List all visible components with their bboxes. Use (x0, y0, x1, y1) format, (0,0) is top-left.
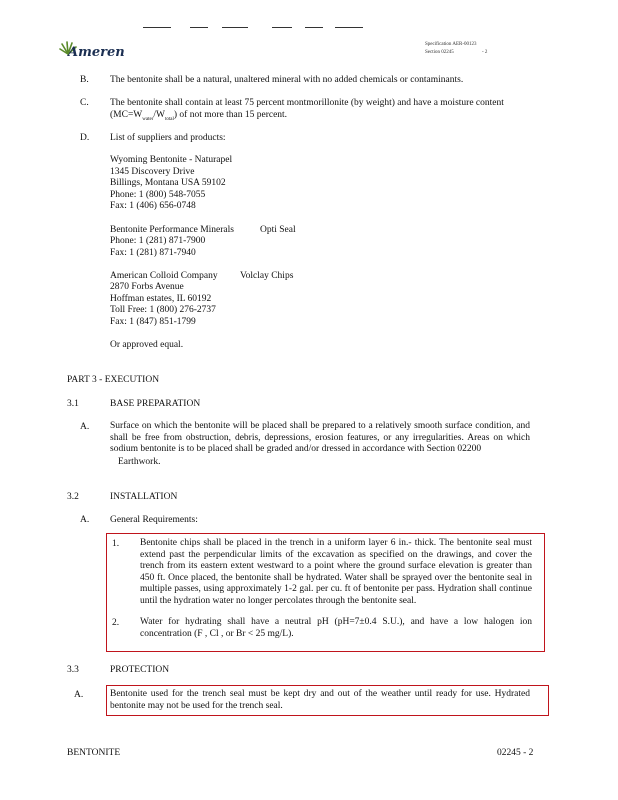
logo-text: Ameren (68, 45, 125, 60)
spec-number: Specification AER-00123 (425, 42, 477, 47)
section-number-3-1: 3.1 (67, 399, 79, 409)
header-rule (335, 27, 363, 28)
header-rule (143, 27, 171, 28)
header-rule (305, 27, 323, 28)
section-title-3-1: BASE PREPARATION (110, 399, 201, 409)
supplier-bpm: Phone: 1 (281) 871-7900 Fax: 1 (281) 871-7940 (110, 236, 206, 258)
header-rule (272, 27, 292, 28)
item-label-d: D. (80, 133, 90, 143)
supplier-colloid: 2870 Forbs Avenue Hoffman estates, IL 60192 Toll Free: 1 (800) 276-2737 Fax: 1 (847) 851-1799 (110, 282, 216, 327)
item-label-b: B. (80, 75, 89, 85)
supplier-colloid-name: American Colloid Company (110, 271, 218, 281)
item-label-3-1-a: A. (80, 422, 90, 432)
item-label-3-2-a: A. (80, 515, 90, 525)
supplier-bpm-name: Bentonite Performance Minerals (110, 225, 234, 235)
general-requirements: General Requirements: (110, 515, 198, 525)
base-preparation-text: Surface on which the bentonite will be placed shall be prepared to a relatively smooth surface condition, and shall be free from obstruction, debris, depressions, erosion features, or any irregularities. Areas on which sodium bentonite is to be placed shall be graded and/or dressed in accordance with Section 02200 (110, 421, 530, 455)
installation-item-2: Water for hydrating shall have a neutral pH (pH=7±0.4 S.U.), and have a low halogen ion concentration (F , Cl , or Br < 25 mg/L). (140, 617, 532, 639)
item-text-c: The bentonite shall contain at least 75 percent montmorillonite (by weight) and have a moisture content (110, 98, 504, 108)
approved-equal: Or approved equal. (110, 340, 184, 350)
protection-text: Bentonite used for the trench seal must be kept dry and out of the weather until ready for use. Hydrated bentonite may not be used for the trench seal. (110, 689, 530, 711)
suppliers-intro: List of suppliers and products: (110, 133, 226, 143)
header-rule (222, 27, 248, 28)
item-text-c-moisture: $(MC=W_{water}/W_{total})$ of not more than 15 percent. (110, 110, 288, 122)
list-number-1: 1. (112, 539, 120, 549)
base-preparation-ref: Earthwork. (118, 457, 161, 467)
supplier-colloid-product: Volclay Chips (240, 271, 294, 281)
part-title: PART 3 - EXECUTION (67, 375, 160, 385)
section-title-3-3: PROTECTION (110, 665, 170, 675)
spec-page: - 2 (482, 50, 488, 55)
section-number-3-2: 3.2 (67, 492, 79, 502)
section-number-3-3: 3.3 (67, 665, 79, 675)
spec-section: Section 02245 (425, 50, 454, 55)
supplier-wyoming: Wyoming Bentonite - Naturapel 1345 Discovery Drive Billings, Montana USA 59102 Phone: 1 (800) 548-7055 Fax: 1 (406) 656-0748 (110, 155, 233, 212)
list-number-2: 2. (112, 618, 120, 628)
header-rule (190, 27, 208, 28)
installation-item-1: Bentonite chips shall be placed in the trench in a uniform layer 6 in.- thick. The bentonite seal must extend past the perpendicular limits of the excavation as specified on the drawings, and cover the trench from its eastern extent westward to a point where the ground surface elevation is greater than 450 ft. Once placed, the bentonite shall be hydrated. Water shall be sprayed over the bentonite seal in multiple passes, using approximately 1-2 gal. per cu. ft of bentonite per pass. Hydration shall continue until the hydration water no longer percolates through the bentonite seal. (140, 538, 532, 606)
item-label-3-3-a: A. (74, 690, 84, 700)
section-title-3-2: INSTALLATION (110, 492, 178, 502)
footer-page-number: 02245 - 2 (497, 748, 534, 758)
item-text-b: The bentonite shall be a natural, unaltered mineral with no added chemicals or contaminants. (110, 75, 464, 85)
item-label-c: C. (80, 98, 89, 108)
supplier-bpm-product: Opti Seal (260, 225, 296, 235)
footer-title: BENTONITE (67, 748, 121, 758)
